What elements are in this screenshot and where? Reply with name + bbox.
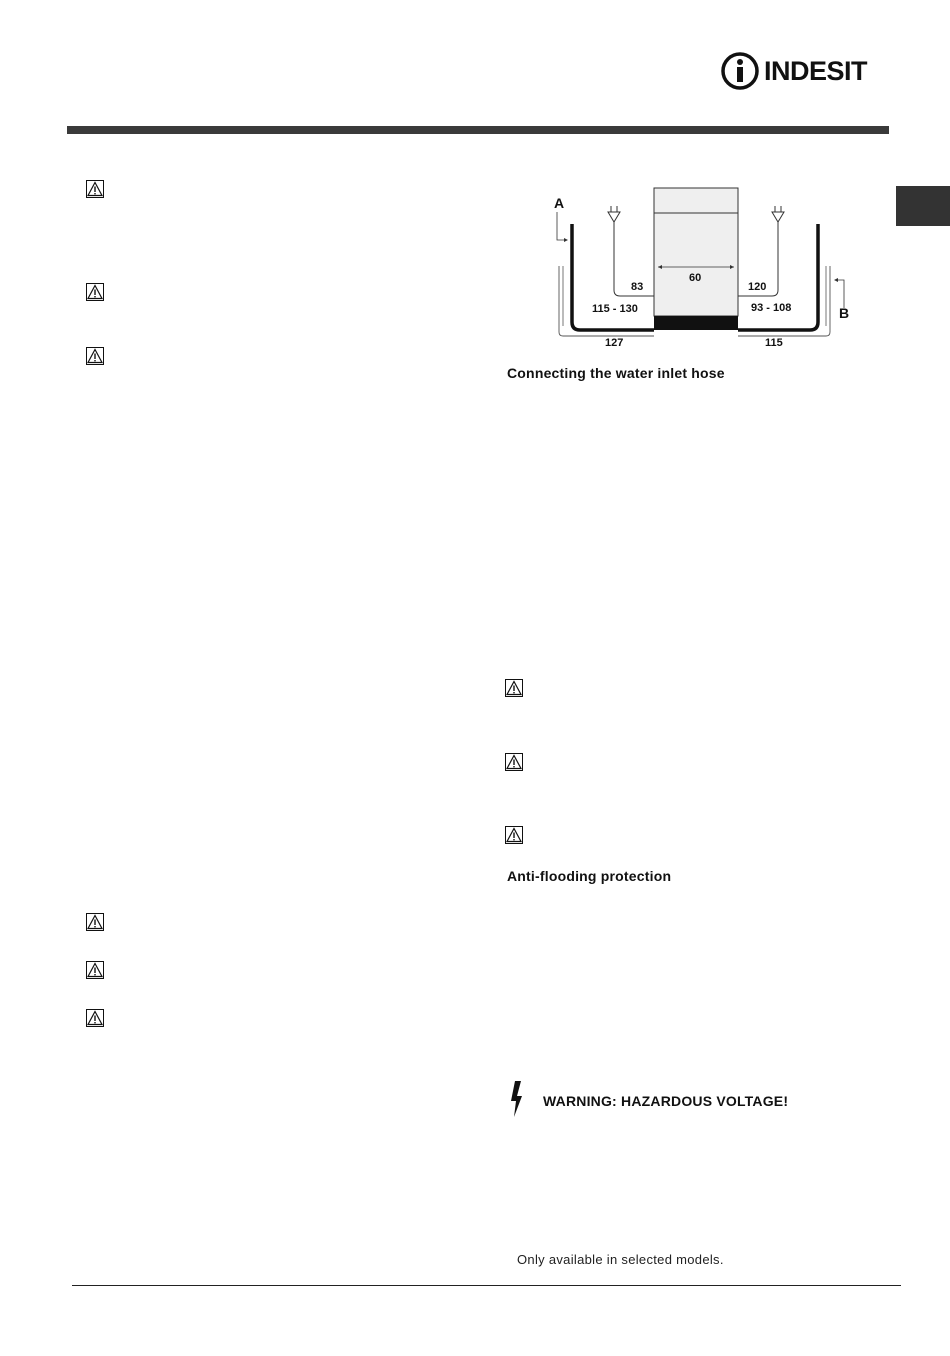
dim-60: 60: [689, 272, 702, 284]
lightning-bolt-icon: [508, 1080, 526, 1120]
right-tap-icon: [772, 212, 784, 222]
dim-115-130: 115 - 130: [592, 303, 638, 315]
warning-icon: [86, 283, 104, 301]
pointer-b: [836, 280, 844, 308]
language-tab: [896, 186, 950, 226]
appliance-body: [654, 188, 738, 316]
appliance-base: [654, 316, 738, 330]
brand-logo: [720, 50, 872, 92]
dim-115: 115: [765, 337, 783, 349]
warning-icon: [86, 347, 104, 365]
pointer-a: [557, 212, 566, 240]
label-b: B: [839, 305, 850, 321]
installation-diagram: [540, 186, 870, 358]
left-tap-icon: [608, 212, 620, 222]
warning-icon: [86, 961, 104, 979]
voltage-warning-text: WARNING: HAZARDOUS VOLTAGE!: [543, 1093, 789, 1109]
warning-icon: [86, 1009, 104, 1027]
brand-logo-icon: [720, 50, 762, 92]
label-a: A: [554, 195, 565, 211]
dim-120: 120: [748, 281, 767, 293]
warning-icon: [505, 679, 523, 697]
heading-anti-flooding: Anti-flooding protection: [507, 868, 672, 884]
warning-icon: [86, 180, 104, 198]
dim-127: 127: [605, 337, 624, 349]
footnote: Only available in selected models.: [517, 1252, 724, 1267]
warning-icon: [505, 826, 523, 844]
header-rule: [67, 126, 889, 134]
brand-name: INDESIT: [764, 56, 868, 86]
dim-93-108: 93 - 108: [751, 302, 792, 314]
heading-water-inlet: Connecting the water inlet hose: [507, 365, 725, 381]
dim-83: 83: [631, 281, 644, 293]
warning-icon: [86, 913, 104, 931]
footer-rule: [72, 1285, 901, 1286]
warning-icon: [505, 753, 523, 771]
